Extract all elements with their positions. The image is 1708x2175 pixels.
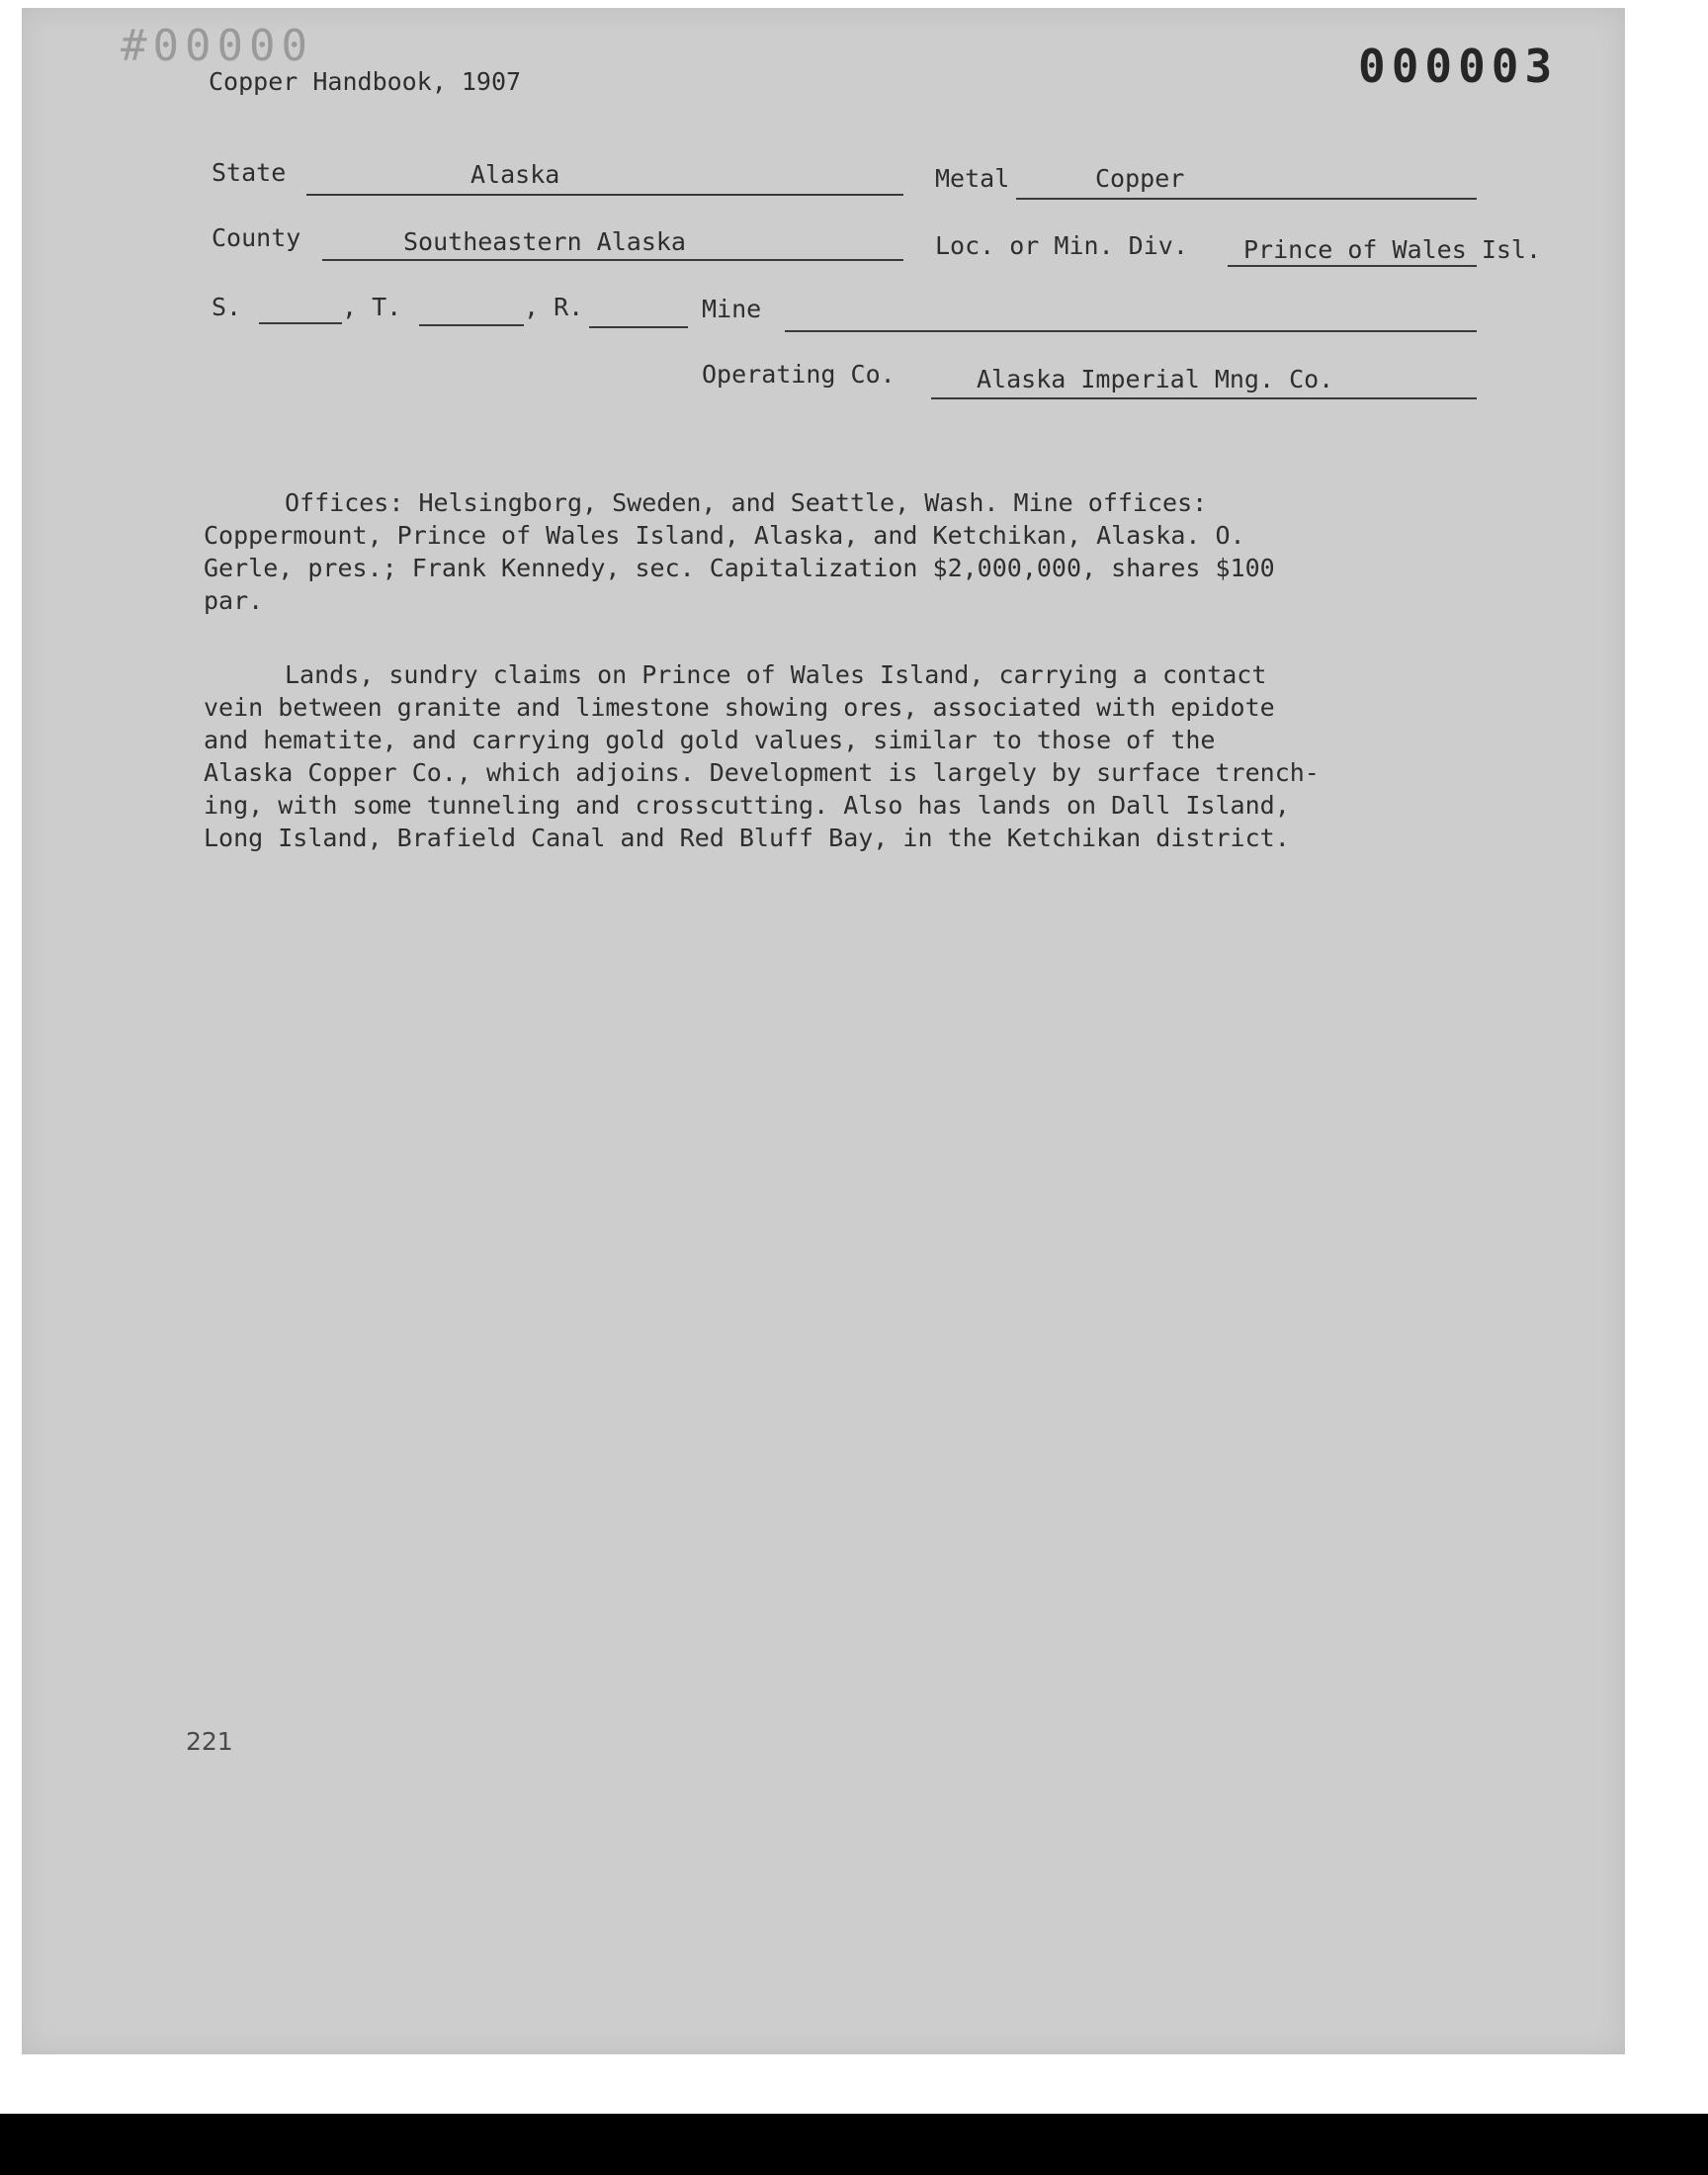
- faint-stamp-number: #00000: [121, 21, 313, 71]
- page-number: 221: [186, 1727, 233, 1756]
- state-label: State: [212, 158, 287, 187]
- county-underline: [322, 259, 903, 261]
- document-title: Copper Handbook, 1907: [209, 67, 522, 96]
- metal-value: Copper: [1095, 164, 1185, 193]
- metal-underline: [1016, 198, 1477, 200]
- metal-label: Metal: [935, 164, 1010, 193]
- loc-value: Prince of Wales Isl.: [1243, 235, 1542, 264]
- township-underline: [419, 324, 524, 326]
- range-label: , R.: [524, 293, 584, 321]
- mine-label: Mine: [702, 295, 762, 323]
- county-label: County: [212, 223, 301, 252]
- operating-company-label: Operating Co.: [702, 360, 896, 389]
- section-label: S.: [212, 293, 242, 321]
- paragraph-offices: Offices: Helsingborg, Sweden, and Seattle, Wash. Mine offices: Coppermount, Prince of Wales Island, Alaska, and Ketchikan, Alaska. O. Gerle, pres.; Frank Kennedy, sec. Capitalization $2,000,000, shares $100 par.: [204, 488, 1275, 615]
- township-label: , T.: [342, 293, 402, 321]
- section-underline: [259, 322, 342, 324]
- mine-underline: [785, 330, 1477, 332]
- paragraph-lands: Lands, sundry claims on Prince of Wales Island, carrying a contact vein between granite and limestone showing ores, associated with epidote and hematite, and carrying gold gold values, similar to those of the Alaska Copper Co., which adjoins. Development is largely by surface trench- ing, with some tunneling and crosscutting. Also has lands on Dall Island, Long Island, Brafield Canal and Red Bluff Bay, in the Ketchikan district.: [204, 660, 1320, 852]
- operating-company-underline: [931, 397, 1477, 399]
- record-number: 000003: [1358, 40, 1559, 93]
- loc-label: Loc. or Min. Div.: [935, 231, 1188, 260]
- document-page: [22, 8, 1625, 2054]
- scan-border: [0, 2114, 1708, 2175]
- county-value: Southeastern Alaska: [403, 227, 686, 256]
- range-underline: [589, 326, 688, 328]
- state-value: Alaska: [470, 160, 560, 189]
- state-underline: [306, 194, 903, 196]
- operating-company-value: Alaska Imperial Mng. Co.: [977, 365, 1334, 393]
